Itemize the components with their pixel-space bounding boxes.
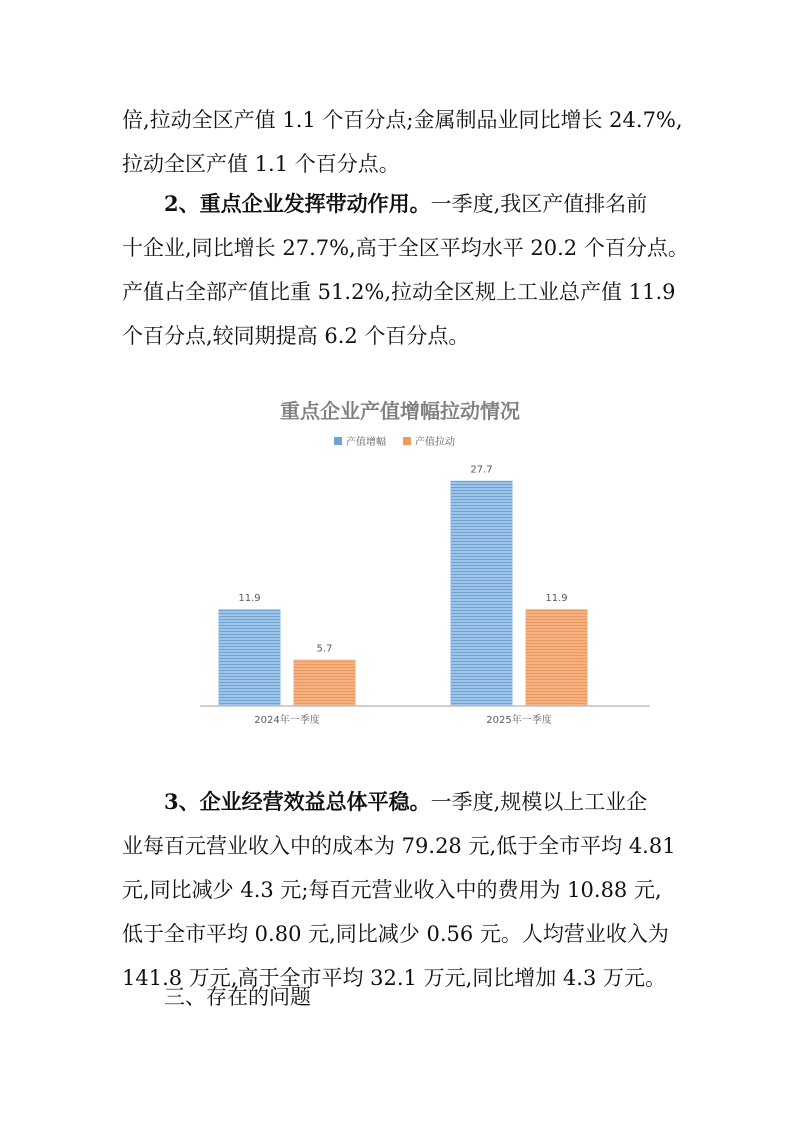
text-line: 倍,拉动全区产值 1.1 个百分点;金属制品业同比增长 24.7%, <box>122 108 683 132</box>
legend-label-series-2: 产值拉动 <box>415 437 455 448</box>
paragraph-4 <box>122 975 670 1019</box>
legend-swatch-series-1 <box>334 437 342 445</box>
text-fragment: 一季度,规模以上工业企 <box>430 790 648 814</box>
section-heading: 3、企业经营效益总体平稳。 <box>164 789 431 814</box>
legend-label-series-1: 产值增幅 <box>346 437 386 448</box>
x-tick-label: 2024年一季度 <box>254 715 320 726</box>
section-heading: 三、存在的问题 <box>164 985 311 1009</box>
section-heading: 2、重点企业发挥带动作用。 <box>164 191 431 216</box>
data-label: 5.7 <box>316 643 333 655</box>
paragraph-2 <box>122 182 689 358</box>
legend <box>334 435 455 448</box>
text-line: 个百分点,较同期提高 6.2 个百分点。 <box>122 324 470 348</box>
text-line: 业每百元营业收入中的成本为 79.28 元,低于全市平均 4.81 <box>122 834 676 858</box>
bar-2-1 <box>294 660 356 706</box>
x-tick-label: 2025年一季度 <box>486 715 552 726</box>
data-label: 11.9 <box>545 593 568 605</box>
text-line: 十企业,同比增长 27.7%,高于全区平均水平 20.2 个百分点。 <box>122 236 689 260</box>
text-line <box>122 780 670 824</box>
text-line <box>122 182 670 226</box>
data-label: 27.7 <box>470 464 493 476</box>
text-line: 产值占全部产值比重 51.2%,拉动全区规上工业总产值 11.9 <box>122 280 676 304</box>
text-line: 元,同比减少 4.3 元;每百元营业收入中的费用为 10.88 元, <box>122 878 662 902</box>
bar-2-2 <box>526 609 588 706</box>
text-line: 拉动全区产值 1.1 个百分点。 <box>122 152 400 176</box>
bar-1-1 <box>219 609 281 706</box>
paragraph-3 <box>122 780 676 1000</box>
chart-title: 重点企业产值增幅拉动情况 <box>280 399 520 423</box>
bar-1-2 <box>451 481 513 706</box>
text-fragment: 一季度,我区产值排名前 <box>430 192 648 216</box>
text-line: 低于全市平均 0.80 元,同比减少 0.56 元。人均营业收入为 <box>122 922 669 946</box>
paragraph-1 <box>122 98 683 186</box>
legend-swatch-series-2 <box>403 437 411 445</box>
text-line: 141.8 万元,高于全市平均 32.1 万元,同比增加 4.3 万元。 <box>122 966 666 990</box>
data-label: 11.9 <box>238 593 261 605</box>
bar-chart <box>200 388 650 733</box>
